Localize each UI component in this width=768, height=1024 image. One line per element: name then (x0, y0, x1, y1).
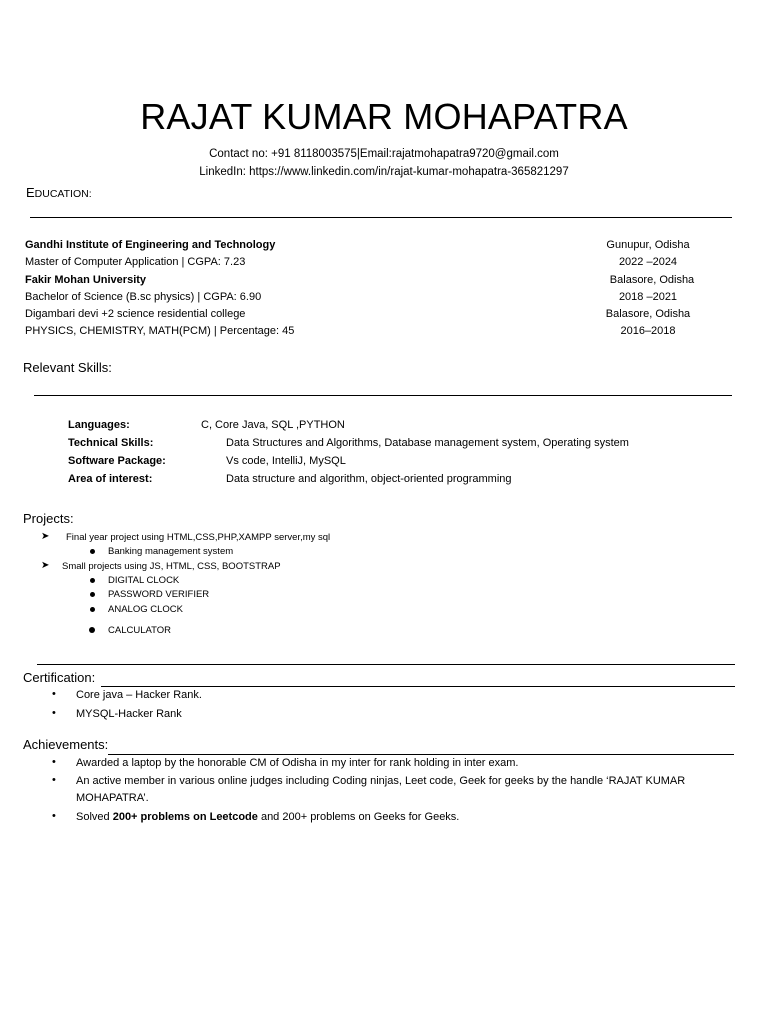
achievement-3-pre: Solved (76, 811, 113, 823)
skill-label-software: Software Package: (68, 455, 166, 467)
achievement-3-post: and 200+ problems on Geeks for Geeks. (257, 811, 460, 823)
edu-years-1: 2022 –2024 (618, 256, 678, 268)
edu-degree-2: Bachelor of Science (B.sc physics) | CGPA: 6.90 (25, 291, 262, 303)
skills-heading: Relevant Skills: (23, 360, 112, 375)
edu-degree-1: Master of Computer Application | CGPA: 7.23 (25, 256, 246, 268)
skill-value-interest: Data structure and algorithm, object-oriented programming (226, 473, 512, 485)
project-1-sub-1: Banking management system (108, 546, 234, 557)
skill-label-languages: Languages: (68, 419, 130, 431)
achievements-divider (108, 754, 734, 755)
achievement-2-line-2: MOHAPATRA’. (76, 792, 149, 804)
cert-item-1: Core java – Hacker Rank. (76, 689, 202, 701)
bullet-dot-icon (90, 607, 95, 612)
arrow-bullet-icon: ➤ (41, 531, 50, 542)
achievement-3 (76, 811, 459, 823)
skill-label-interest: Area of interest: (68, 473, 153, 485)
bullet-small-icon: • (52, 756, 56, 768)
project-2-sub-4: CALCULATOR (108, 625, 171, 636)
contact-line: Contact no: +91 8118003575|Email:rajatmohapatra9720@gmail.com (209, 148, 559, 160)
achievement-1: Awarded a laptop by the honorable CM of Odisha in my inter for rank holding in inter exam. (76, 757, 519, 769)
bullet-dot-icon (90, 578, 95, 583)
resume-name: RAJAT KUMAR MOHAPATRA (140, 96, 628, 137)
certification-top-divider (37, 664, 735, 665)
bullet-dot-icon (89, 627, 95, 633)
achievement-3-bold: 200+ problems on Leetcode (112, 811, 258, 823)
edu-institution-3: Digambari devi +2 science residential college (25, 308, 246, 320)
arrow-bullet-icon: ➤ (41, 560, 50, 571)
bullet-small-icon: • (52, 810, 56, 822)
project-title-2: Small projects using JS, HTML, CSS, BOOTSTRAP (62, 561, 281, 572)
cert-item-2: MYSQL-Hacker Rank (76, 708, 182, 720)
edu-degree-3: PHYSICS, CHEMISTRY, MATH(PCM) | Percentage: 45 (25, 325, 295, 337)
project-2-sub-1: DIGITAL CLOCK (108, 575, 180, 586)
edu-institution-1: Gandhi Institute of Engineering and Technology (25, 239, 276, 251)
achievement-2-line-1: An active member in various online judges including Coding ninjas, Leet code, Geek for geeks by the handle ‘RAJAT KUMAR (76, 775, 686, 787)
projects-heading: Projects: (23, 511, 74, 526)
skills-divider (34, 395, 732, 396)
education-heading-first: E (26, 185, 35, 200)
bullet-small-icon: • (52, 688, 56, 700)
bullet-small-icon: • (52, 774, 56, 786)
edu-years-3: 2016–2018 (620, 325, 676, 337)
linkedin-line: LinkedIn: https://www.linkedin.com/in/rajat-kumar-mohapatra-365821297 (199, 166, 569, 178)
edu-location-2: Balasore, Odisha (609, 274, 695, 286)
project-2-sub-2: PASSWORD VERIFIER (108, 589, 210, 600)
bullet-dot-icon (90, 592, 95, 597)
project-2-sub-3: ANALOG CLOCK (108, 604, 183, 615)
skill-value-technical: Data Structures and Algorithms, Database management system, Operating system (226, 437, 629, 449)
edu-institution-2: Fakir Mohan University (25, 274, 147, 286)
education-heading-rest: DUCATION: (34, 188, 92, 200)
certification-divider (101, 686, 735, 687)
skill-value-software: Vs code, IntelliJ, MySQL (226, 455, 346, 467)
bullet-dot-icon (90, 549, 95, 554)
education-heading (26, 184, 92, 202)
achievements-heading: Achievements: (23, 737, 109, 752)
bullet-small-icon: • (52, 707, 56, 719)
skill-label-technical: Technical Skills: (68, 437, 154, 449)
edu-location-1: Gunupur, Odisha (606, 239, 690, 251)
project-title-1: Final year project using HTML,CSS,PHP,XAMPP server,my sql (66, 532, 331, 543)
certification-heading: Certification: (23, 670, 96, 685)
edu-years-2: 2018 –2021 (618, 291, 678, 303)
edu-location-3: Balasore, Odisha (605, 308, 691, 320)
education-divider (30, 217, 732, 218)
skill-value-languages: C, Core Java, SQL ,PYTHON (201, 419, 345, 431)
